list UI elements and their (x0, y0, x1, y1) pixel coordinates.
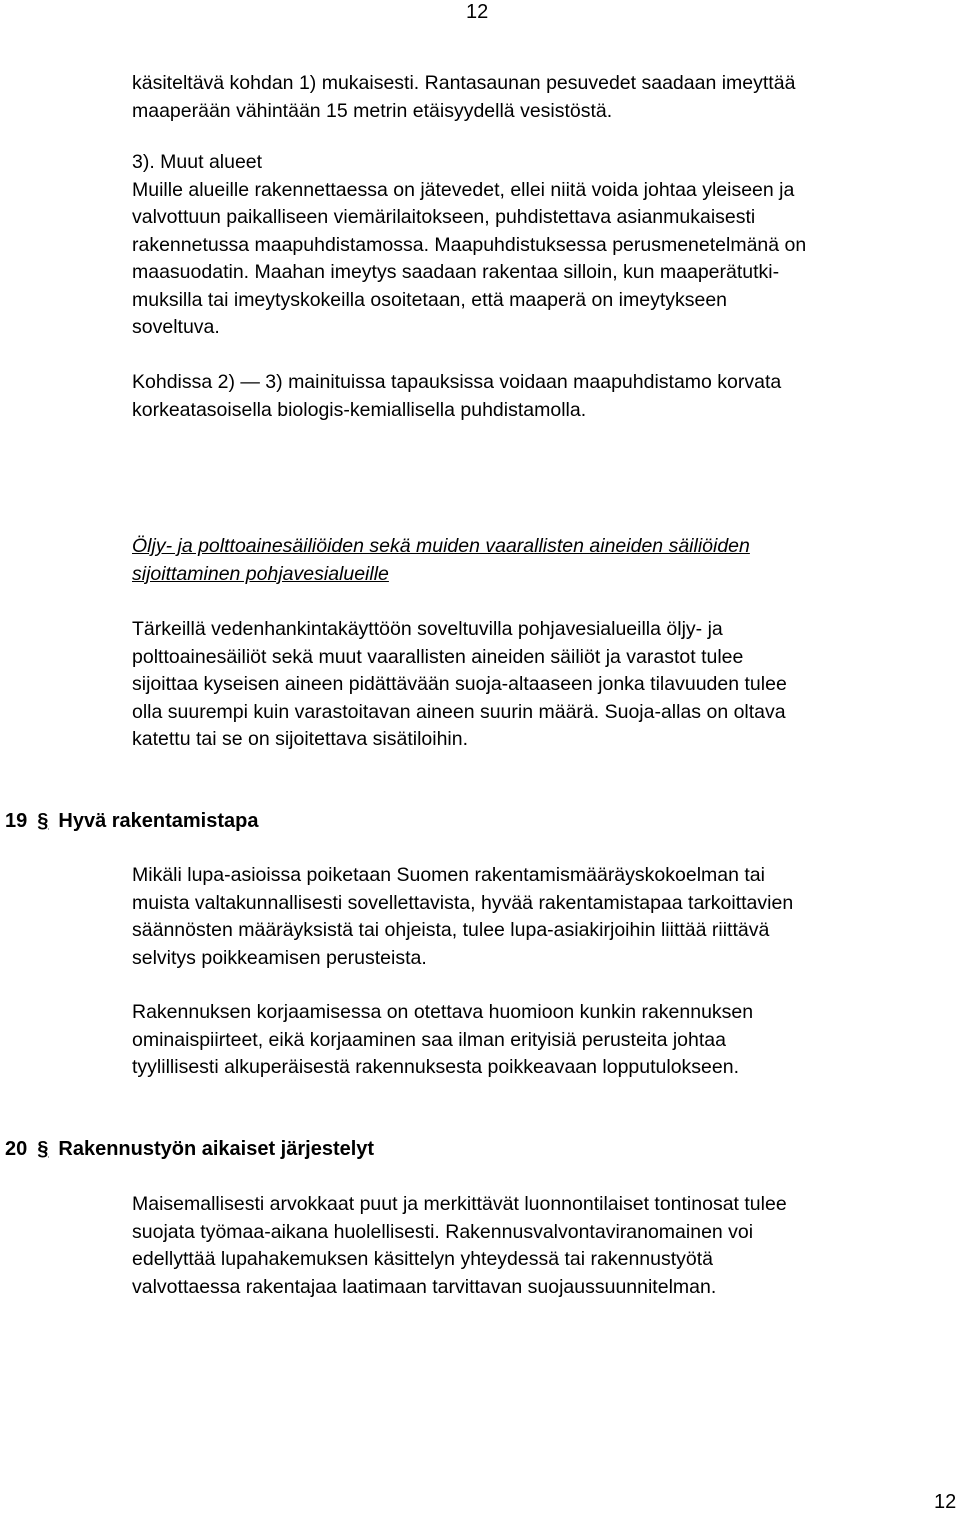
text-line: tyylillisesti alkuperäisestä rakennuksesta poikkeavaan lopputulokseen. (132, 1056, 740, 1078)
text-line: Maisemallisesti arvokkaat puut ja merkittävät luonnontilaiset tontinosat tulee (132, 1193, 787, 1215)
text-line: Mikäli lupa-asioissa poiketaan Suomen rakentamismääräyskokoelman tai (132, 864, 765, 886)
section-number: 20 (5, 1138, 28, 1160)
text-line: polttoainesäiliöt sekä muut vaarallisten aineiden säiliöt ja varastot tulee (132, 645, 744, 668)
paragraph-section20-1 (132, 1191, 952, 1301)
text-line: Tärkeillä vedenhankintakäyttöön soveltuvilla pohjavesialueilla öljy- ja (132, 618, 723, 640)
paragraph-kohdissa (132, 369, 952, 424)
text-line: selvitys poikkeamisen perusteista. (132, 946, 427, 969)
text-line: Kohdissa 2) — 3) mainituissa tapauksissa voidaan maapuhdistamo korvata (132, 371, 782, 393)
text-line: soveltuva. (132, 316, 220, 338)
text-line: muista valtakunnallisesti sovellettavista, hyvää rakentamistapaa tarkoittavien (132, 891, 794, 914)
text-line: rakennetussa maapuhdistamossa. Maapuhdistuksessa perusmenetelmänä on (132, 233, 807, 256)
text-line: valvottaessa rakentajaa laatimaan tarvittavan suojaussuunnitelman. (132, 1275, 717, 1298)
section-heading-19 (5, 808, 258, 834)
text-line: säännösten määräyksistä tai ohjeista, tulee lupa-asiakirjoihin liittää riittävä (132, 919, 770, 941)
text-line: maasuodatin. Maahan imeytys saadaan rakentaa silloin, kun maaperätutki- (132, 261, 780, 283)
text-line: maaperään vähintään 15 metrin etäisyydellä vesistöstä. (132, 99, 613, 122)
subheading-oil-tanks (132, 533, 952, 588)
text-line: 3). Muut alueet (132, 151, 263, 173)
paragraph-rantasauna (132, 70, 952, 125)
section-sign: § (37, 810, 49, 832)
text-line: katettu tai se on sijoitettava sisätiloihin. (132, 728, 469, 750)
text-line: ominaispiirteet, eikä korjaaminen saa ilman erityisiä perusteita johtaa (132, 1028, 726, 1051)
text-line: korkeatasoisella biologis-kemiallisella puhdistamolla. (132, 398, 587, 421)
text-line: edellyttää lupahakemuksen käsittelyn yhteydessä tai rakennustyötä (132, 1248, 714, 1270)
text-line: sijoittaminen pohjavesialueille (132, 562, 389, 585)
page-number-top: 12 (466, 1, 489, 23)
text-line: sijoittaa kyseisen aineen pidättävään suoja-altaaseen jonka tilavuuden tulee (132, 673, 787, 695)
paragraph-section19-1 (132, 862, 952, 972)
text-line: muksilla tai imeytyskokeilla osoitetaan, että maaperä on imeytykseen (132, 288, 728, 311)
text-line: Rakennuksen korjaamisessa on otettava huomioon kunkin rakennuksen (132, 1001, 754, 1023)
text-line: suojata työmaa-aikana huolellisesti. Rakennusvalvontaviranomainen voi (132, 1220, 754, 1243)
section-title: Hyvä rakentamistapa (58, 810, 259, 832)
paragraph-muut-alueet (132, 149, 952, 342)
text-line: Öljy- ja polttoainesäiliöiden sekä muiden vaarallisten aineiden säiliöiden (132, 535, 750, 557)
section-sign: § (37, 1138, 49, 1160)
text-line: olla suurempi kuin varastoitavan aineen suurin määrä. Suoja-allas on oltava (132, 700, 786, 723)
text-line: Muille alueille rakennettaessa on jätevedet, ellei niitä voida johtaa yleiseen ja (132, 178, 795, 201)
section-heading-20 (5, 1136, 374, 1162)
section-number: 19 (5, 810, 28, 832)
paragraph-section19-2 (132, 999, 952, 1082)
text-line: käsiteltävä kohdan 1) mukaisesti. Rantasaunan pesuvedet saadaan imeyttää (132, 72, 796, 94)
section-title: Rakennustyön aikaiset järjestelyt (58, 1138, 375, 1160)
text-line: valvottuun paikalliseen viemärilaitokseen, puhdistettava asianmukaisesti (132, 206, 756, 228)
paragraph-oil-tanks (132, 616, 952, 754)
page-number-bottom: 12 (934, 1491, 957, 1513)
